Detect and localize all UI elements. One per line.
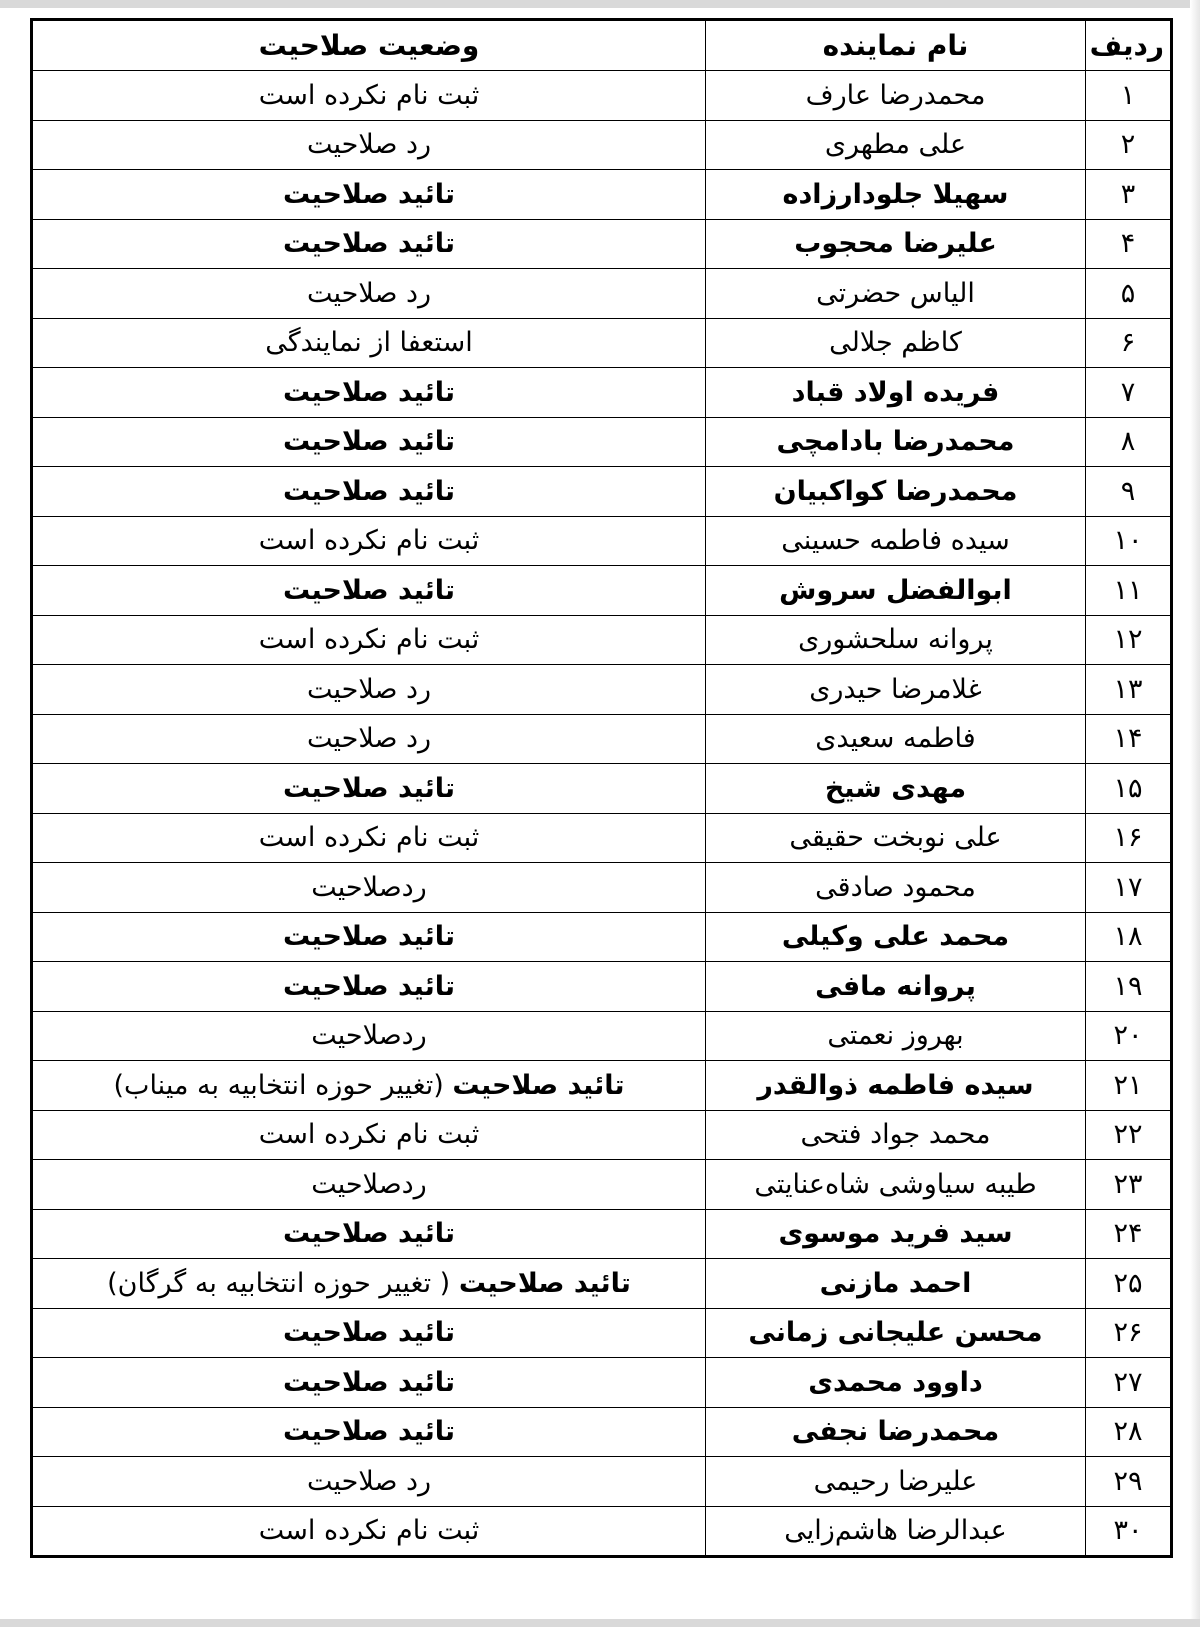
status-text: ردصلاحیت xyxy=(311,871,427,903)
status-text: تائید صلاحیت xyxy=(282,921,456,953)
row-number-cell: ۹ xyxy=(1086,467,1172,517)
representative-name-cell: علی نوبخت حقیقی xyxy=(706,813,1086,863)
status-text: رد صلاحیت xyxy=(306,277,432,309)
qualification-status-cell xyxy=(32,219,706,269)
status-text: تائید صلاحیت xyxy=(282,228,456,260)
status-text: تائید صلاحیت xyxy=(282,1366,456,1398)
status-text: تائید صلاحیت xyxy=(282,1317,456,1349)
table-row xyxy=(32,170,1172,220)
table-row xyxy=(32,1011,1172,1061)
representative-name-cell: محسن علیجانی زمانی xyxy=(706,1308,1086,1358)
table-row xyxy=(32,615,1172,665)
representatives-table xyxy=(30,18,1173,1558)
row-number-cell: ۳۰ xyxy=(1086,1506,1172,1557)
qualification-status-cell xyxy=(32,1259,706,1309)
table-row xyxy=(32,516,1172,566)
representative-name-cell: پروانه مافی xyxy=(706,962,1086,1012)
status-text: تائید صلاحیت xyxy=(282,574,456,606)
representative-name-cell: محمود صادقی xyxy=(706,863,1086,913)
representative-name-cell: محمدرضا عارف xyxy=(706,71,1086,121)
qualification-status-cell xyxy=(32,1457,706,1507)
row-number-cell: ۴ xyxy=(1086,219,1172,269)
table-row xyxy=(32,1308,1172,1358)
qualification-status-cell xyxy=(32,1358,706,1408)
status-text: تائید صلاحیت xyxy=(282,426,456,458)
representative-name-cell: سهیلا جلودارزاده xyxy=(706,170,1086,220)
row-number-cell: ۵ xyxy=(1086,269,1172,319)
row-number-cell: ۱۰ xyxy=(1086,516,1172,566)
qualification-status-cell xyxy=(32,1209,706,1259)
table-row xyxy=(32,665,1172,715)
table-row xyxy=(32,71,1172,121)
qualification-status-cell xyxy=(32,269,706,319)
qualification-status-cell xyxy=(32,912,706,962)
status-text: تائید صلاحیت xyxy=(282,970,456,1002)
table-row xyxy=(32,764,1172,814)
status-text: رد صلاحیت xyxy=(306,673,432,705)
table-row xyxy=(32,1259,1172,1309)
row-number-cell: ۲۴ xyxy=(1086,1209,1172,1259)
row-number-cell: ۱۱ xyxy=(1086,566,1172,616)
table-row xyxy=(32,863,1172,913)
representative-name-cell: علی مطهری xyxy=(706,120,1086,170)
representative-name-cell: فاطمه سعیدی xyxy=(706,714,1086,764)
status-text: ثبت نام نکرده است xyxy=(258,79,480,111)
status-text: تائید صلاحیت xyxy=(452,1069,625,1101)
representative-name-cell: داوود محمدی xyxy=(706,1358,1086,1408)
row-number-cell: ۱۳ xyxy=(1086,665,1172,715)
row-number-cell: ۲۱ xyxy=(1086,1061,1172,1111)
qualification-status-cell xyxy=(32,962,706,1012)
representative-name-cell: طیبه سیاوشی شاه‌عنایتی xyxy=(706,1160,1086,1210)
representative-name-cell: عبدالرضا هاشم‌زایی xyxy=(706,1506,1086,1557)
status-text: تائید صلاحیت xyxy=(458,1267,631,1299)
qualification-status-cell xyxy=(32,368,706,418)
qualification-status-cell xyxy=(32,417,706,467)
table-row xyxy=(32,1110,1172,1160)
table-row xyxy=(32,219,1172,269)
qualification-status-cell xyxy=(32,516,706,566)
representative-name-cell: علیرضا رحیمی xyxy=(706,1457,1086,1507)
status-text: ثبت نام نکرده است xyxy=(258,1515,480,1547)
representative-name-cell: سیده فاطمه ذوالقدر xyxy=(706,1061,1086,1111)
status-text: ردصلاحیت xyxy=(311,1020,427,1052)
row-number-cell: ۱۸ xyxy=(1086,912,1172,962)
representative-name-cell: محمد علی وکیلی xyxy=(706,912,1086,962)
row-number-cell: ۱۷ xyxy=(1086,863,1172,913)
qualification-status-cell xyxy=(32,120,706,170)
representative-name-cell: سید فرید موسوی xyxy=(706,1209,1086,1259)
row-number-cell: ۲۵ xyxy=(1086,1259,1172,1309)
row-number-cell: ۷ xyxy=(1086,368,1172,418)
qualification-status-cell xyxy=(32,714,706,764)
qualification-status-cell xyxy=(32,665,706,715)
status-note-text: (تغییر حوزه انتخابیه به میناب) xyxy=(113,1069,444,1101)
representative-name-cell: احمد مازنی xyxy=(706,1259,1086,1309)
row-number-cell: ۲۶ xyxy=(1086,1308,1172,1358)
qualification-status-cell xyxy=(32,1308,706,1358)
row-number-cell: ۱۵ xyxy=(1086,764,1172,814)
header-representative-name: نام نماینده xyxy=(706,20,1086,71)
table-header-row xyxy=(32,20,1172,71)
representative-name-cell: محمدرضا کواکبیان xyxy=(706,467,1086,517)
status-text: ردصلاحیت xyxy=(311,1168,427,1200)
table-row xyxy=(32,1061,1172,1111)
qualification-status-cell xyxy=(32,318,706,368)
table-row xyxy=(32,318,1172,368)
row-number-cell: ۲۸ xyxy=(1086,1407,1172,1457)
row-number-cell: ۲۲ xyxy=(1086,1110,1172,1160)
row-number-cell: ۱۴ xyxy=(1086,714,1172,764)
table-row xyxy=(32,120,1172,170)
status-text: رد صلاحیت xyxy=(306,129,432,161)
qualification-status-cell xyxy=(32,1110,706,1160)
table-row xyxy=(32,1506,1172,1557)
table-row xyxy=(32,269,1172,319)
representative-name-cell: محمدرضا نجفی xyxy=(706,1407,1086,1457)
qualification-status-cell xyxy=(32,1160,706,1210)
row-number-cell: ۱۶ xyxy=(1086,813,1172,863)
row-number-cell: ۲ xyxy=(1086,120,1172,170)
status-text: ثبت نام نکرده است xyxy=(258,624,480,656)
right-edge-shadow xyxy=(1190,0,1200,1627)
row-number-cell: ۳ xyxy=(1086,170,1172,220)
top-border-strip xyxy=(0,0,1200,8)
row-number-cell: ۶ xyxy=(1086,318,1172,368)
status-text: تائید صلاحیت xyxy=(282,376,456,408)
row-number-cell: ۲۷ xyxy=(1086,1358,1172,1408)
table-row xyxy=(32,467,1172,517)
row-number-cell: ۱ xyxy=(1086,71,1172,121)
representative-name-cell: علیرضا محجوب xyxy=(706,219,1086,269)
qualification-status-cell xyxy=(32,1061,706,1111)
table-row xyxy=(32,368,1172,418)
representative-name-cell: محمد جواد فتحی xyxy=(706,1110,1086,1160)
qualification-status-cell xyxy=(32,170,706,220)
status-text: رد صلاحیت xyxy=(306,723,432,755)
representative-name-cell: بهروز نعمتی xyxy=(706,1011,1086,1061)
bottom-border-strip xyxy=(0,1619,1200,1627)
row-number-cell: ۲۰ xyxy=(1086,1011,1172,1061)
representative-name-cell: محمدرضا بادامچی xyxy=(706,417,1086,467)
row-number-cell: ۲۳ xyxy=(1086,1160,1172,1210)
table-row xyxy=(32,962,1172,1012)
table-body xyxy=(32,71,1172,1557)
table-row xyxy=(32,912,1172,962)
status-text: استعفا از نمایندگی xyxy=(265,327,473,359)
qualification-status-cell xyxy=(32,566,706,616)
qualification-status-cell xyxy=(32,71,706,121)
qualification-status-cell xyxy=(32,1011,706,1061)
row-number-cell: ۲۹ xyxy=(1086,1457,1172,1507)
representative-name-cell: پروانه سلحشوری xyxy=(706,615,1086,665)
qualification-status-cell xyxy=(32,863,706,913)
status-note-text: ( تغییر حوزه انتخابیه به گرگان) xyxy=(107,1267,451,1299)
qualification-status-cell xyxy=(32,615,706,665)
representative-name-cell: کاظم جلالی xyxy=(706,318,1086,368)
representative-name-cell: مهدی شیخ xyxy=(706,764,1086,814)
row-number-cell: ۱۲ xyxy=(1086,615,1172,665)
status-text: تائید صلاحیت xyxy=(282,1218,456,1250)
table-row xyxy=(32,714,1172,764)
table-row xyxy=(32,417,1172,467)
representative-name-cell: فریده اولاد قباد xyxy=(706,368,1086,418)
table-row xyxy=(32,1407,1172,1457)
table-row xyxy=(32,813,1172,863)
header-row-number: ردیف xyxy=(1086,20,1172,71)
status-text: ثبت نام نکرده است xyxy=(258,822,480,854)
table-row xyxy=(32,1160,1172,1210)
header-qualification-status: وضعیت صلاحیت xyxy=(32,20,706,71)
status-text: تائید صلاحیت xyxy=(282,1416,456,1448)
qualification-status-cell xyxy=(32,1407,706,1457)
qualification-status-cell xyxy=(32,813,706,863)
table-row xyxy=(32,1457,1172,1507)
representative-name-cell: سیده فاطمه حسینی xyxy=(706,516,1086,566)
status-text: تائید صلاحیت xyxy=(282,178,456,210)
status-text: تائید صلاحیت xyxy=(282,475,456,507)
status-text: ثبت نام نکرده است xyxy=(258,1119,480,1151)
status-text: رد صلاحیت xyxy=(306,1465,432,1497)
table-row xyxy=(32,1358,1172,1408)
qualification-status-cell xyxy=(32,764,706,814)
qualification-status-cell xyxy=(32,467,706,517)
status-text: ثبت نام نکرده است xyxy=(258,525,480,557)
status-text: تائید صلاحیت xyxy=(282,772,456,804)
representative-name-cell: ابوالفضل سروش xyxy=(706,566,1086,616)
row-number-cell: ۱۹ xyxy=(1086,962,1172,1012)
table-row xyxy=(32,566,1172,616)
representative-name-cell: غلامرضا حیدری xyxy=(706,665,1086,715)
representative-name-cell: الیاس حضرتی xyxy=(706,269,1086,319)
row-number-cell: ۸ xyxy=(1086,417,1172,467)
table-row xyxy=(32,1209,1172,1259)
qualification-status-cell xyxy=(32,1506,706,1557)
